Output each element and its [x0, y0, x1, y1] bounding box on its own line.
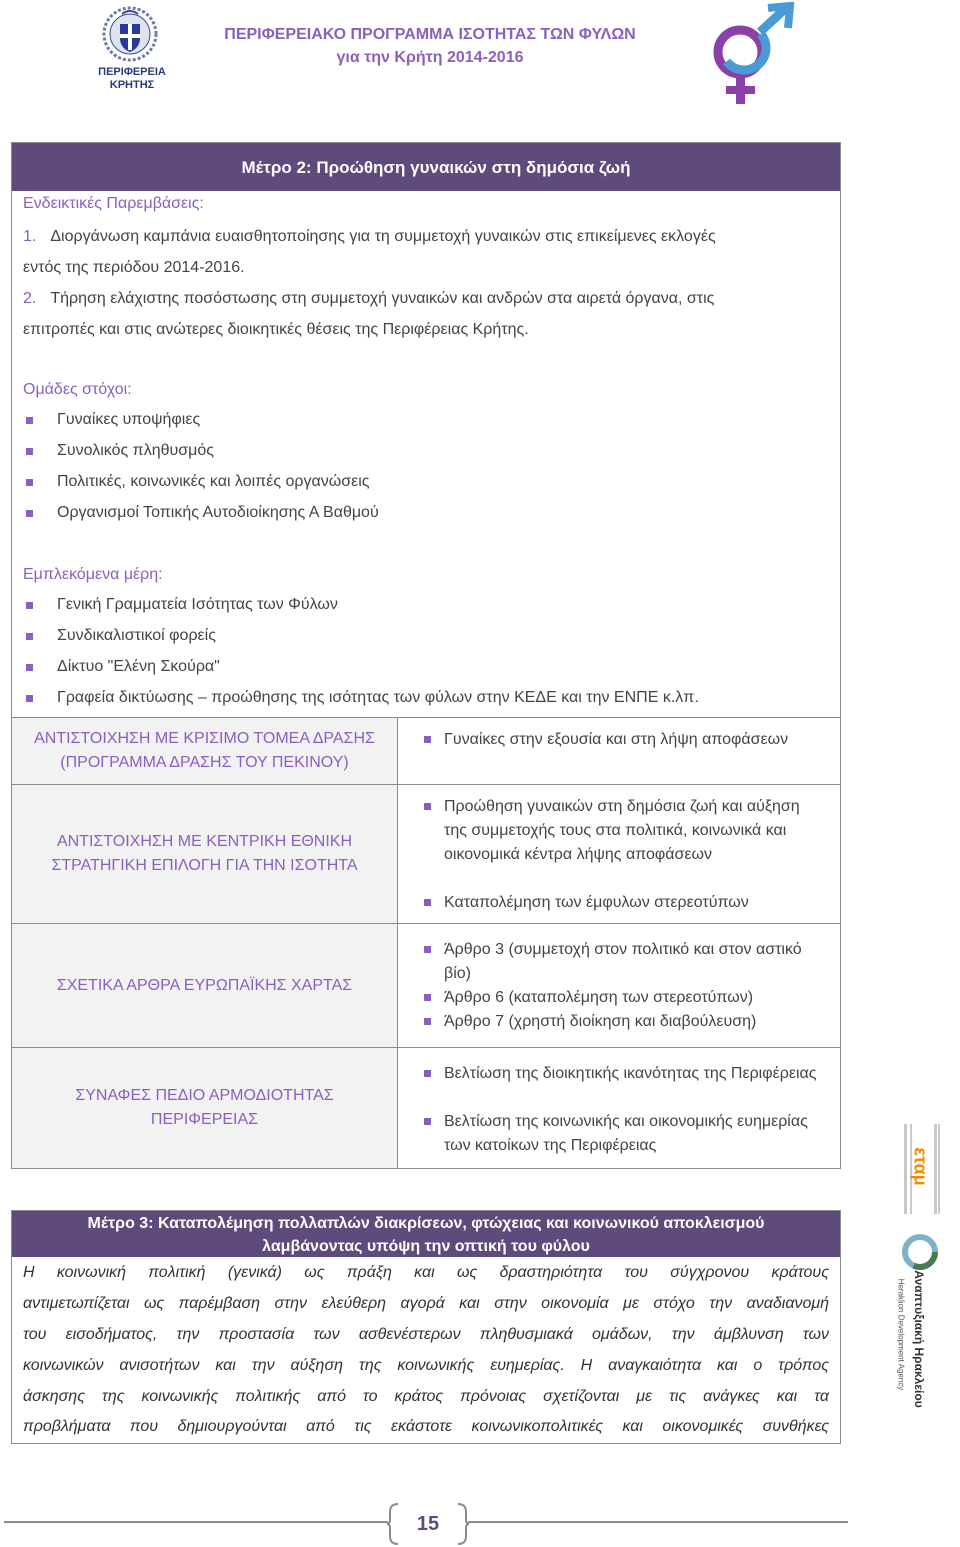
intervention-2 [23, 283, 831, 314]
heraklion-agency-name-en: Heraklion Development Agency [896, 1278, 906, 1391]
list-item: Γραφεία δικτύωσης – προώθησης της ισότητας των φύλων στην ΚΕΔΕ και την ΕΝΠΕ κ.λπ. [26, 689, 699, 707]
coat-of-arms-icon [102, 4, 158, 64]
grid-label-region: ΣΥΝΑΦΕΣ ΠΕΔΙΟ ΑΡΜΟΔΙΟΤΗΤΑΣ ΠΕΡΙΦΕΡΕΙΑΣ [12, 1047, 397, 1168]
measure3-title [12, 1211, 840, 1257]
grid-item: Καταπολέμηση των έμφυλων στερεοτύπων [424, 891, 824, 915]
list-item: Συνολικός πληθυσμός [26, 442, 214, 460]
list-item: Πολιτικές, κοινωνικές και λοιπές οργανώσεις [26, 473, 370, 491]
grid-item: Άρθρο 6 (καταπολέμηση των στερεοτύπων) [424, 986, 824, 1010]
logo-label-line2: ΚΡΗΤΗΣ [109, 79, 155, 91]
measure2-box [11, 142, 841, 1169]
measure3-text-line: αντιμετωπίζεται ως παρέμβαση στην ελεύθερη αγορά και στην οικονομία με στόχο την αναδιανομή [23, 1295, 829, 1312]
grid-item: Άρθρο 7 (χρηστή διοίκηση και διαβούλευση) [424, 1010, 824, 1034]
etam-logo [902, 1120, 942, 1220]
list-item: Γενική Γραμματεία Ισότητας των Φύλων [26, 596, 338, 614]
measure3-box [11, 1210, 841, 1444]
measure3-text-line: του εισοδήματος, την προστασία των ασθενέστερων πληθυσμιακά ομάδων, την άμβλυνση των [23, 1326, 829, 1343]
heraklion-agency-name: Αναπτυξιακή Ηρακλείου [912, 1270, 926, 1408]
interventions-heading: Ενδεικτικές Παρεμβάσεις: [23, 195, 204, 212]
measure3-text-line: Η κοινωνική πολιτική (γενικά) ως πράξη και ως δραστηριότητα του σύγχρονου κράτους [23, 1264, 829, 1281]
measure3-text-line: άσκησης της κοινωνικής πολιτικής από το κράτος πρόνοιας σχετίζονται με τις ανάγκες και τα [23, 1388, 829, 1405]
measure3-title-line2: λαμβάνοντας υπόψη την οπτική του φύλου [262, 1238, 590, 1255]
measure3-text-line: προβλήματα που δημιουργούνται από τις εκάστοτε κοινωνικοπολιτικές και οικονομικές συνθήκες [23, 1418, 829, 1435]
intervention-text: Τήρηση ελάχιστης ποσόστωσης στη συμμετοχή γυναικών και ανδρών στα αιρετά όργανα, στις [50, 290, 715, 307]
page-header-subtitle: για την Κρήτη 2014-2016 [336, 49, 524, 66]
measure2-title: Μέτρο 2: Προώθηση γυναικών στη δημόσια ζωή [12, 143, 840, 191]
etam-logo-text: εταμ [910, 1147, 931, 1186]
page-number: 15 [416, 1513, 440, 1535]
partner-logos [898, 1120, 960, 1420]
grid-item: Γυναίκες στην εξουσία και στη λήψη αποφάσεων [424, 728, 824, 752]
intervention-number: 1. [23, 228, 37, 245]
grid-cell-national [397, 784, 840, 923]
measure3-title-line1: Μέτρο 3: Καταπολέμηση πολλαπλών διακρίσεων, φτώχειας και κοινωνικού αποκλεισμού [87, 1215, 765, 1232]
intervention-1 [23, 221, 831, 252]
grid-item: Βελτίωση της διοικητικής ικανότητας της Περιφέρειας [424, 1062, 824, 1086]
footer-rule-left [4, 1521, 388, 1523]
grid-cell-beijing [397, 717, 840, 784]
grid-item: Προώθηση γυναικών στη δημόσια ζωή και αύξηση της συμμετοχής τους στα πολιτικά, κοινωνικά και οικονομικά κέντρα λήψης αποφάσεων [424, 795, 824, 867]
grid-item: Βελτίωση της κοινωνικής και οικονομικής ευημερίας των κατοίκων της Περιφέρειας [424, 1110, 824, 1158]
region-crete-logo [92, 4, 172, 92]
gender-symbol-icon [700, 2, 800, 112]
bracket-right-icon [456, 1502, 470, 1546]
grid-label-beijing: ΑΝΤΙΣΤΟΙΧΗΣΗ ΜΕ ΚΡΙΣΙΜΟ ΤΟΜΕΑ ΔΡΑΣΗΣ (ΠΡΟΓΡΑΜΜΑ ΔΡΑΣΗΣ ΤΟΥ ΠΕΚΙΝΟΥ) [12, 717, 397, 784]
intervention-2-cont: επιτροπές και στις ανώτερες διοικητικές θέσεις της Περιφέρειας Κρήτης. [23, 321, 529, 338]
grid-item: Άρθρο 3 (συμμετοχή στον πολιτικό και στον αστικό βίο) [424, 938, 824, 986]
list-item: Οργανισμοί Τοπικής Αυτοδιοίκησης Α Βαθμού [26, 504, 379, 522]
intervention-number: 2. [23, 290, 37, 307]
measure3-text-line: κοινωνικών ανισοτήτων και την αύξηση της κοινωνικής ευημερίας. Η αναγκαιότητα και ο τρόπος [23, 1357, 829, 1374]
targets-heading: Ομάδες στόχοι: [23, 381, 132, 398]
footer-rule-right [468, 1521, 848, 1523]
intervention-text: Διοργάνωση καμπάνια ευαισθητοποίησης για τη συμμετοχή γυναικών στις επικείμενες εκλογές [50, 228, 716, 245]
logo-label-line1: ΠΕΡΙΦΕΡΕΙΑ [98, 66, 166, 78]
intervention-1-cont: εντός της περιόδου 2014-2016. [23, 259, 245, 276]
grid-cell-region [397, 1047, 840, 1168]
grid-cell-charter [397, 923, 840, 1047]
list-item: Συνδικαλιστικοί φορείς [26, 627, 216, 645]
page-header-title: ΠΕΡΙΦΕΡΕΙΑΚΟ ΠΡΟΓΡΑΜΜΑ ΙΣΟΤΗΤΑΣ ΤΩΝ ΦΥΛΩΝ [224, 26, 636, 43]
grid-label-charter: ΣΧΕΤΙΚΑ ΑΡΘΡΑ ΕΥΡΩΠΑΪΚΗΣ ΧΑΡΤΑΣ [12, 923, 397, 1047]
grid-label-national: ΑΝΤΙΣΤΟΙΧΗΣΗ ΜΕ ΚΕΝΤΡΙΚΗ ΕΘΝΙΚΗ ΣΤΡΑΤΗΓΙΚΗ ΕΠΙΛΟΓΗ ΓΙΑ ΤΗΝ ΙΣΟΤΗΤΑ [12, 784, 397, 923]
parties-heading: Εμπλεκόμενα μέρη: [23, 566, 163, 583]
list-item: Γυναίκες υποψήφιες [26, 411, 200, 429]
list-item: Δίκτυο "Ελένη Σκούρα" [26, 658, 220, 676]
